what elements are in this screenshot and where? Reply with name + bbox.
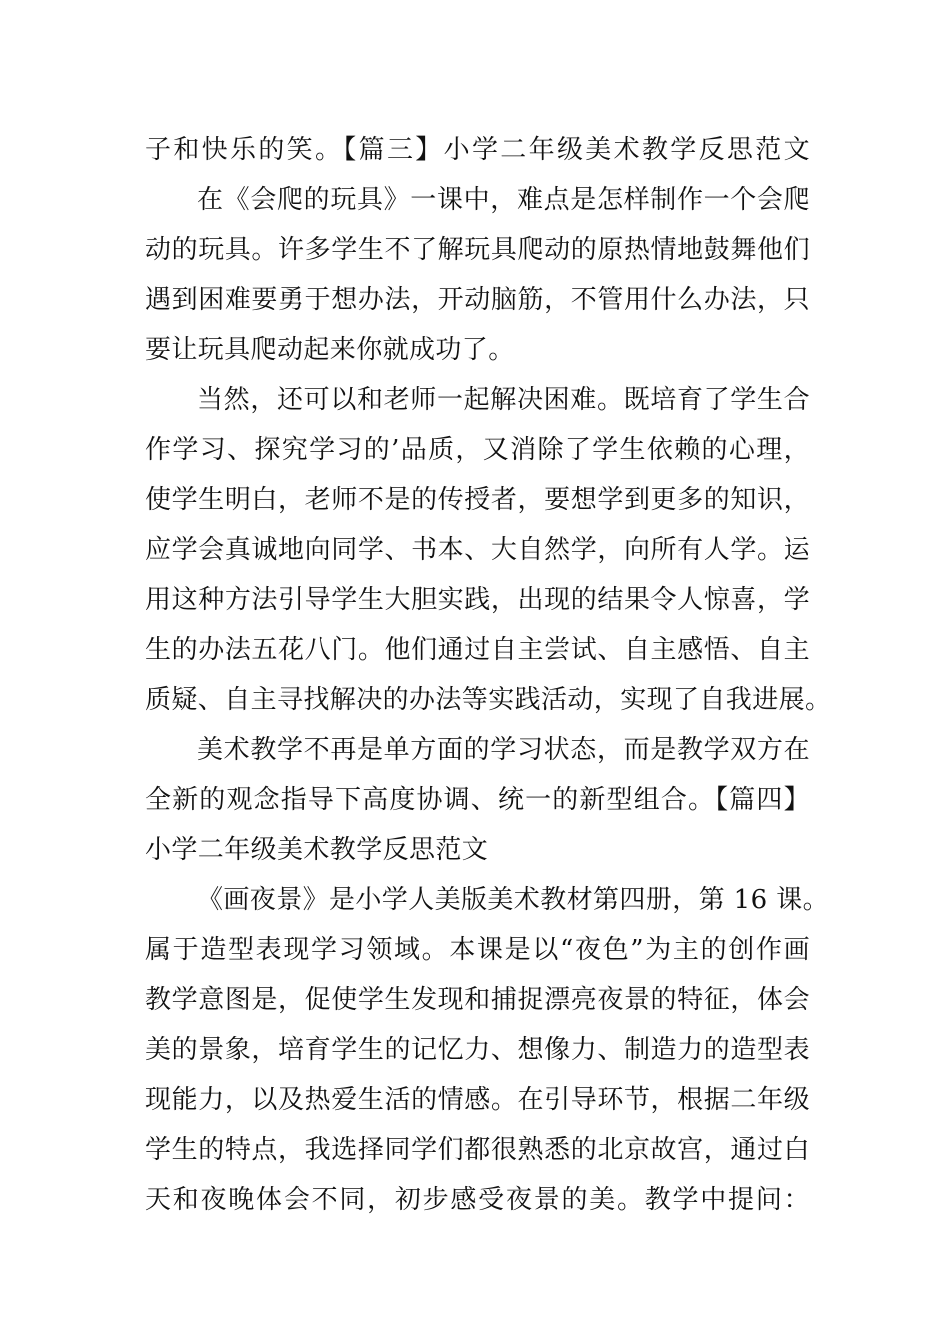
text-line-12: 质疑、自主寻找解决的办法等实践活动，实现了自我进展。 [145,685,832,715]
text-line-5: 要让玩具爬动起来你就成功了。 [145,335,515,365]
text-line-9: 应学会真诚地向同学、书本、大自然学，向所有人学。运 [145,535,810,565]
text-line-7: 作学习、探究学习的’品质，又消除了学生依赖的心理， [145,435,810,465]
text-line-13: 美术教学不再是单方面的学习状态，而是教学双方在 [197,735,810,765]
text-line-14: 全新的观念指导下高度协调、统一的新型组合。【篇四】 [145,785,810,815]
text-line-21: 学生的特点，我选择同学们都很熟悉的北京故宫，通过白 [145,1135,810,1165]
text-line-4: 遇到困难要勇于想办法，开动脑筋，不管用什么办法，只 [145,285,810,315]
text-line-8: 使学生明白，老师不是的传授者，要想学到更多的知识， [145,485,810,515]
text-line-11: 生的办法五花八门。他们通过自主尝试、自主感悟、自主 [145,635,810,665]
text-line-19: 美的景象，培育学生的记忆力、想像力、制造力的造型表 [145,1035,810,1065]
text-line-17: 属于造型表现学习领域。本课是以“夜色”为主的创作画 [145,935,810,965]
text-line-2: 在《会爬的玩具》一课中，难点是怎样制作一个会爬 [197,185,810,215]
text-line-10: 用这种方法引导学生大胆实践，出现的结果令人惊喜，学 [145,585,810,615]
text-line-16: 《画夜景》是小学人美版美术教材第四册，第 16 课。 [197,885,830,915]
text-line-15: 小学二年级美术教学反思范文 [145,835,489,865]
text-line-6: 当然，还可以和老师一起解决困难。既培育了学生合 [197,385,810,415]
text-line-3: 动的玩具。许多学生不了解玩具爬动的原热情地鼓舞他们 [145,235,810,265]
text-line-20: 现能力，以及热爱生活的情感。在引导环节，根据二年级 [145,1085,810,1115]
text-line-22: 天和夜晚体会不同，初步感受夜景的美。教学中提问： [145,1185,810,1215]
text-line-1: 子和快乐的笑。【篇三】小学二年级美术教学反思范文 [145,135,810,165]
text-line-18: 教学意图是，促使学生发现和捕捉漂亮夜景的特征，体会 [145,985,810,1015]
